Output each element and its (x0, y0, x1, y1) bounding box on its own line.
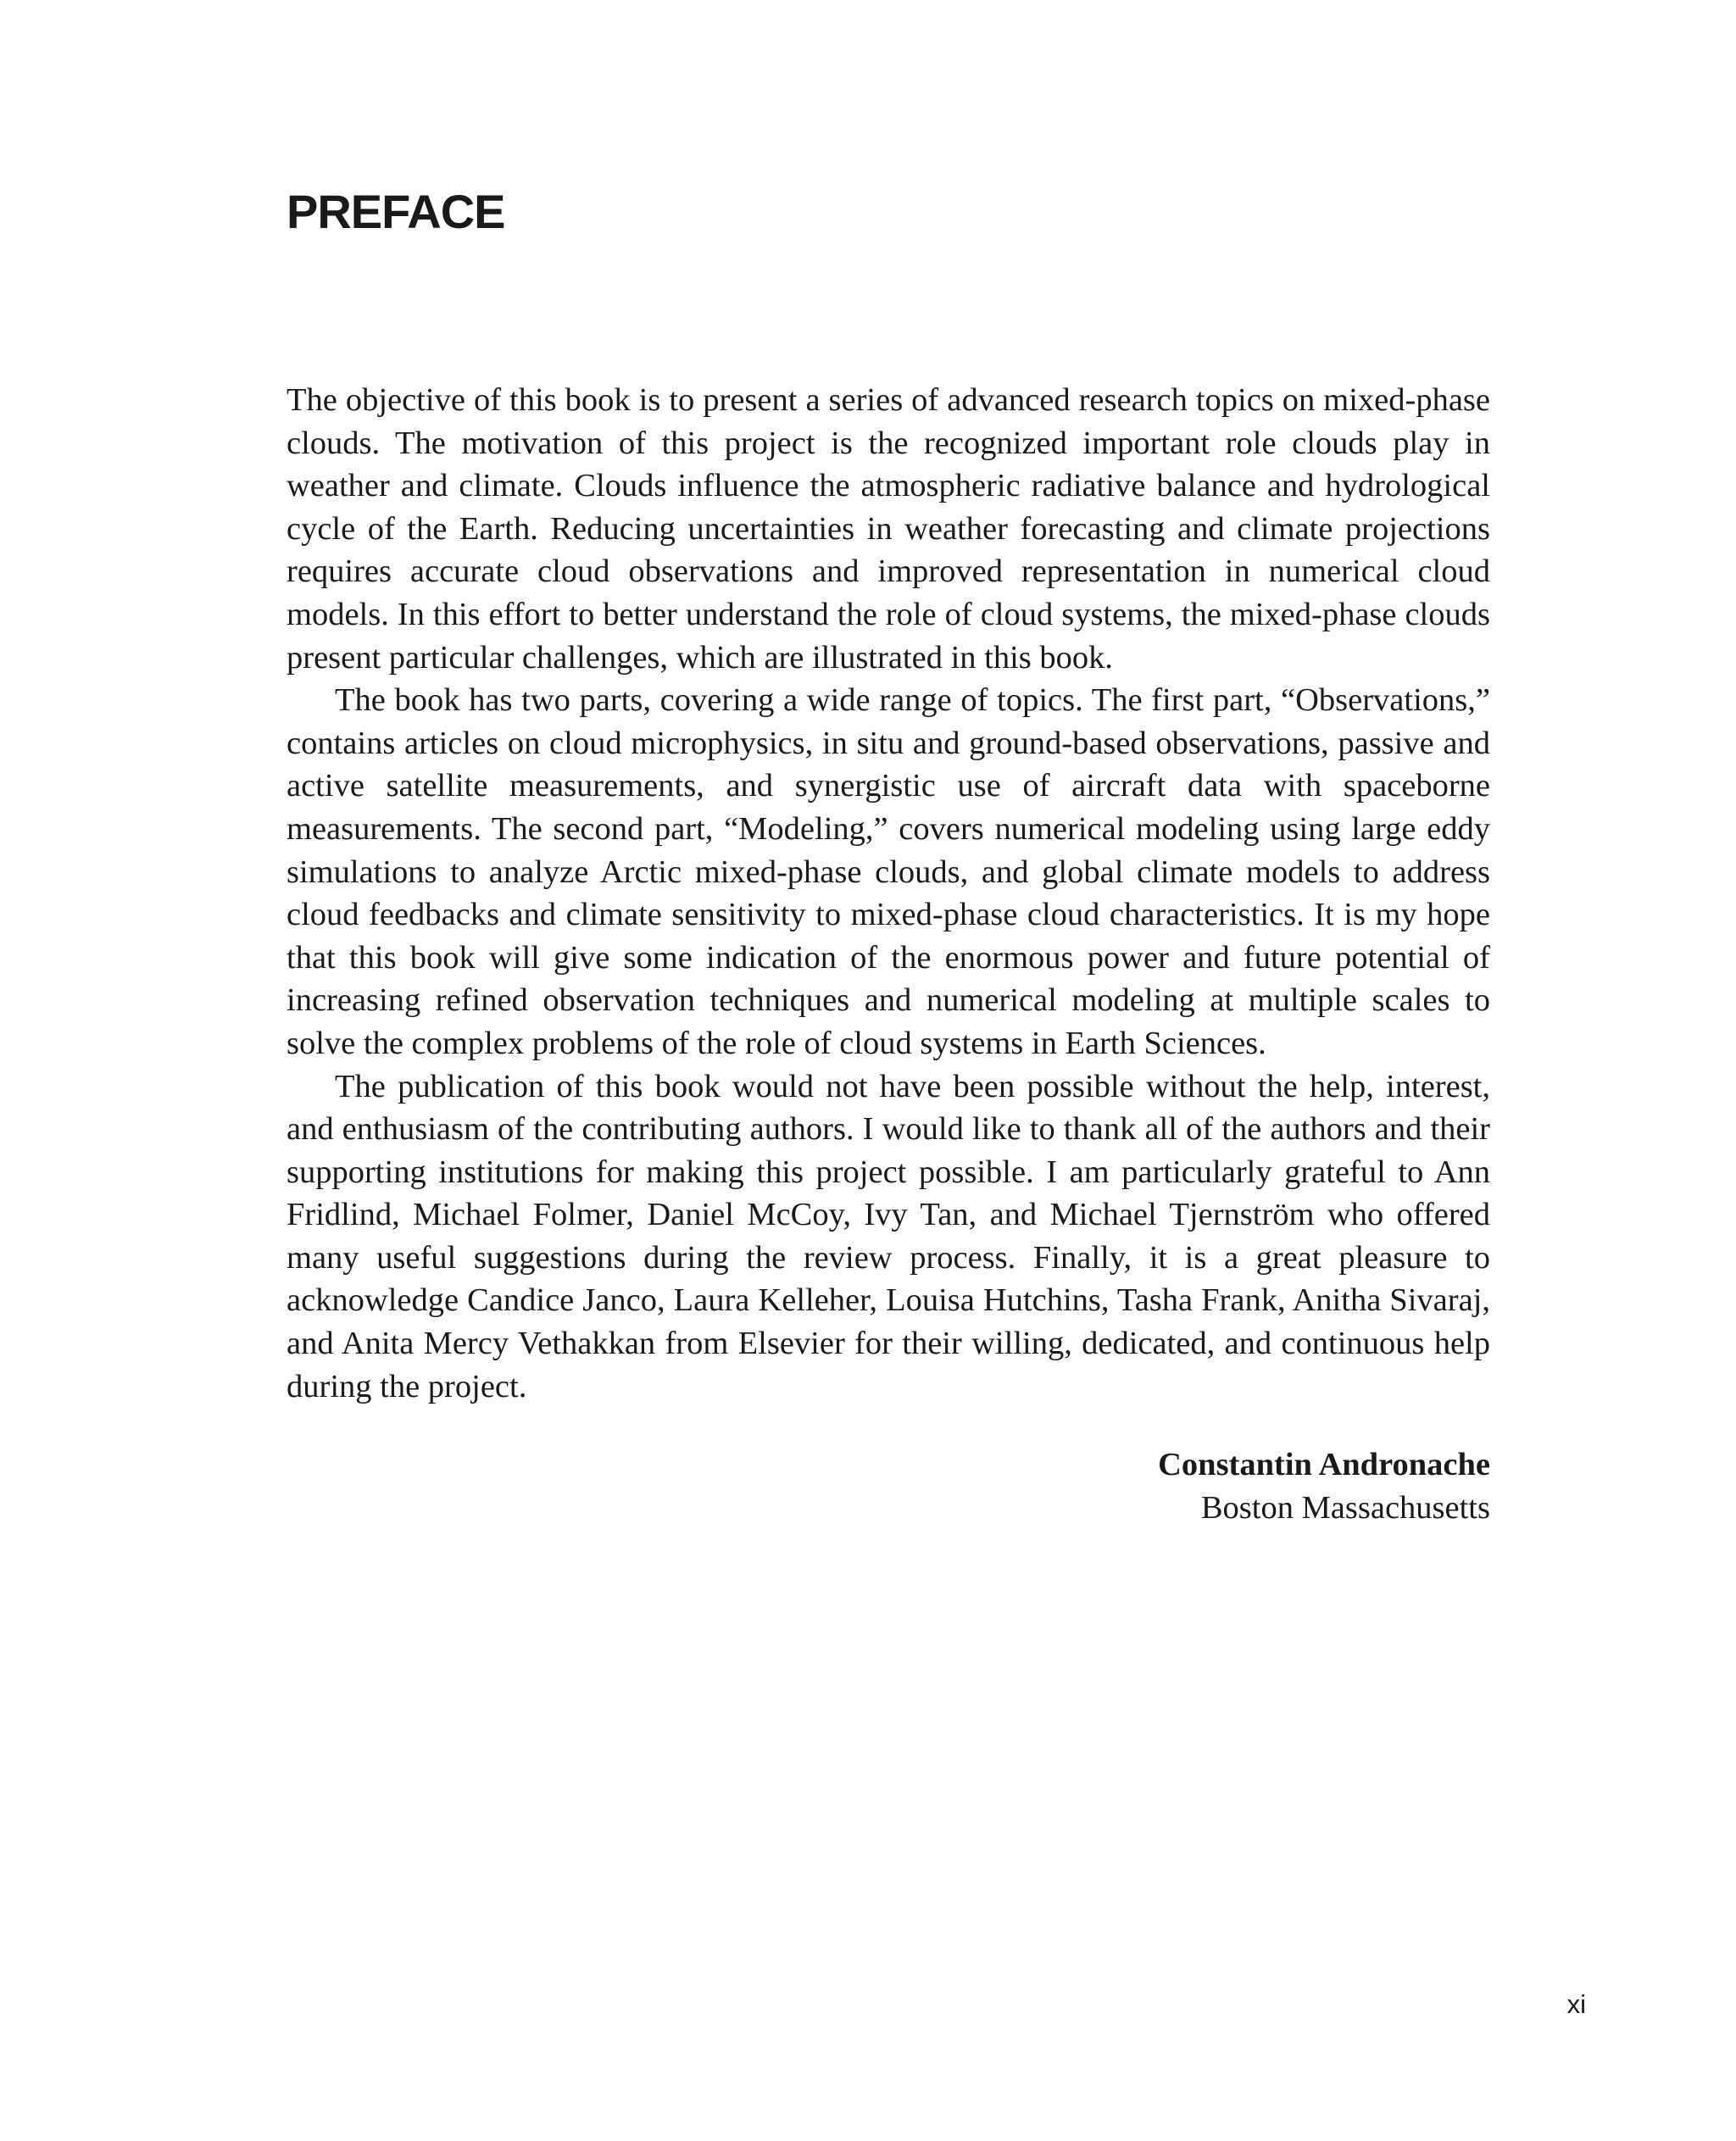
paragraph-acknowledgements: The publication of this book would not have been possible without the help, interest, and enthusiasm of the contributing authors. I would like to thank all of the authors and their supporting institutions for making this project possible. I am particularly grateful to Ann Fridlind, Michael Folmer, Daniel McCoy, Ivy Tan, and Michael Tjernström who offered many useful suggestions during the review process. Finally, it is a great pleasure to acknowledge Candice Janco, Laura Kelleher, Louisa Hutchins, Tasha Frank, Anitha Sivaraj, and Anita Mercy Vethakkan from Elsevier for their willing, dedicated, and continuous help during the project. (287, 1068, 1490, 1404)
author-name: Constantin Andronache (1158, 1447, 1490, 1482)
paragraph-parts: The book has two parts, covering a wide range of topics. The first part, “Observations,” contains articles on cloud microphysics, in situ and ground-based observations, passive and active satellite measurements, and synergistic use of aircraft data with spaceborne measurements. The second part, “Modeling,” covers numerical modeling using large eddy simulations to analyze Arctic mixed-phase clouds, and global climate models to address cloud feedbacks and climate sensitivity to mixed-phase cloud characteristics. It is my hope that this book will give some indication of the enormous power and future potential of increasing refined observation techniques and numerical modeling at multiple scales to solve the complex problems of the role of cloud systems in Earth Sciences. (287, 682, 1490, 1061)
page-number: xi (1566, 1989, 1586, 2019)
paragraph-objective: The objective of this book is to present a series of advanced research topics on mixed-phase clouds. The motivation of this project is the recognized important role clouds play in weather and climate. Clouds influence the atmospheric radiative balance and hydrological cycle of the Earth. Reducing uncertainties in weather forecasting and climate projections requires accurate cloud observations and improved representation in numerical cloud models. In this effort to better understand the role of cloud systems, the mixed-phase clouds present particular challenges, which are illustrated in this book. (287, 382, 1490, 676)
preface-body (287, 379, 1490, 1408)
page-title: PREFACE (287, 185, 505, 238)
author-location: Boston Massachusetts (1200, 1490, 1490, 1526)
signature-block (1158, 1443, 1490, 1530)
